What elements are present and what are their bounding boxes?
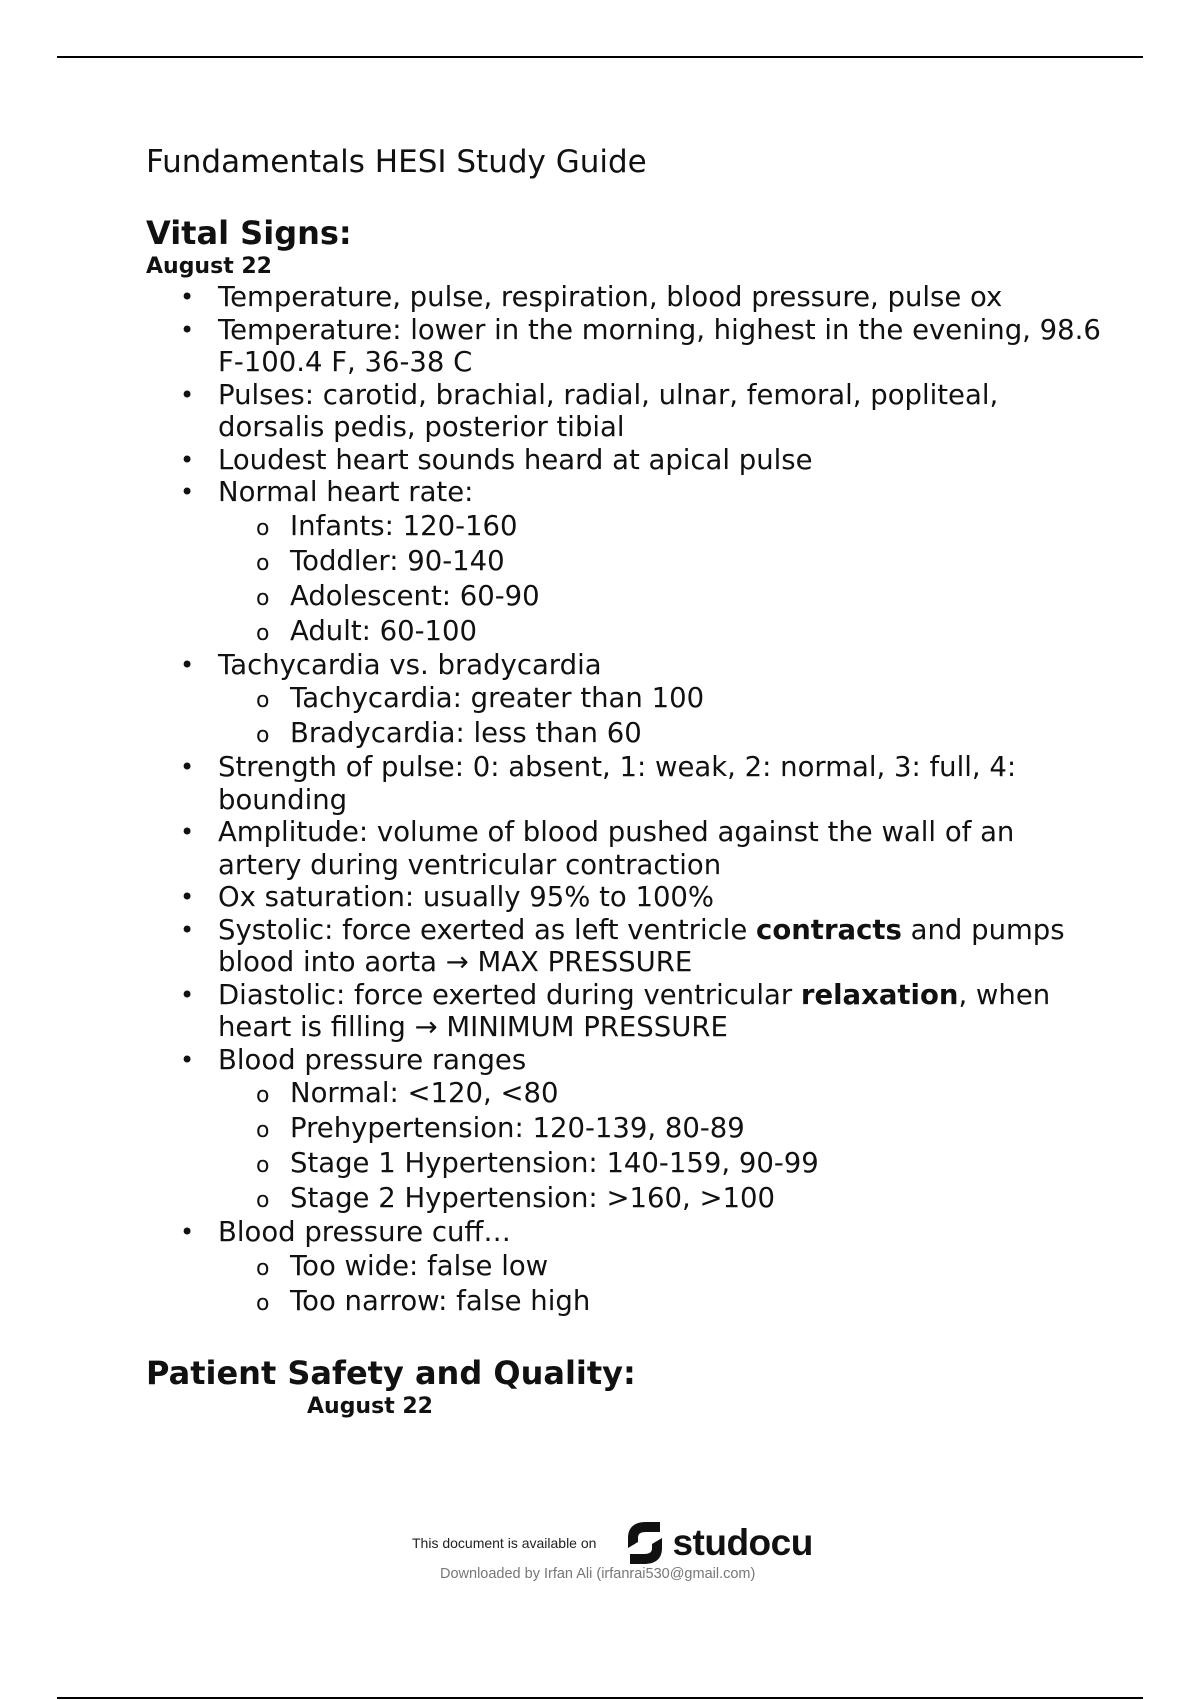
downloaded-by-text: Downloaded by Irfan Ali (irfanrai530@gmail.com)	[440, 1566, 756, 1582]
bottom-rule	[57, 1697, 1143, 1699]
circle-bullet-icon: o	[256, 723, 270, 748]
bullet-icon: •	[180, 650, 195, 679]
top-rule	[57, 56, 1143, 58]
circle-bullet-icon: o	[256, 1118, 270, 1143]
bullet-icon: •	[180, 883, 195, 911]
list-item: • Systolic: force exerted as left ventricle contracts and pumps blood into aorta → MAX PRESSURE	[180, 913, 1065, 978]
sub-list-item: o Too wide: false low	[146, 1249, 1106, 1284]
sub-list-item: o Tachycardia: greater than 100	[146, 681, 1106, 716]
bullet-icon: •	[180, 753, 195, 781]
document-body	[146, 140, 1106, 1421]
circle-bullet-icon: o	[256, 1153, 270, 1178]
bullet-icon: •	[180, 1218, 195, 1246]
sub-list-item: o Infants: 120-160	[146, 509, 1106, 544]
sub-list	[218, 681, 1106, 751]
bullet-icon: •	[180, 380, 195, 409]
studocu-logo[interactable]	[622, 1518, 812, 1568]
list-item: • Ox saturation: usually 95% to 100%	[180, 881, 715, 913]
section-heading-vital-signs: Vital Signs:	[146, 214, 352, 252]
circle-bullet-icon: o	[256, 1188, 270, 1213]
circle-bullet-icon: o	[256, 550, 270, 576]
bullet-icon: •	[180, 915, 195, 944]
circle-bullet-icon: o	[256, 585, 270, 611]
availability-text: This document is available on	[412, 1535, 597, 1551]
document-title: Fundamentals HESI Study Guide	[146, 144, 647, 180]
sub-list	[218, 509, 1106, 649]
sub-list-item: o Adult: 60-100	[146, 614, 1106, 649]
sub-list	[218, 1076, 1106, 1216]
list-item: • Temperature: lower in the morning, highest in the evening, 98.6 F-100.4 F, 36-38 C	[180, 313, 1101, 378]
section-date: August 22	[307, 1393, 433, 1419]
sub-list-item: o Stage 2 Hypertension: >160, >100	[146, 1181, 1106, 1216]
sub-list-item: o Bradycardia: less than 60	[146, 716, 1106, 751]
circle-bullet-icon: o	[256, 515, 270, 541]
sub-list	[218, 1249, 1106, 1319]
list-item: • Temperature, pulse, respiration, blood pressure, pulse ox	[180, 281, 1003, 313]
section-heading-patient-safety: Patient Safety and Quality:	[146, 1353, 636, 1392]
sub-list-item: o Toddler: 90-140	[146, 544, 1106, 579]
list-item: • Normal heart rate: o Infants: 120-160 o Toddler: 90-140 o Adolescent: 60-90 o Adult: 60-100	[146, 476, 1106, 649]
bullet-icon: •	[180, 445, 195, 474]
circle-bullet-icon: o	[256, 1083, 270, 1108]
circle-bullet-icon: o	[256, 1255, 270, 1281]
circle-bullet-icon: o	[256, 688, 270, 713]
studocu-logo-icon	[622, 1518, 668, 1568]
list-item: • Amplitude: volume of blood pushed against the wall of an artery during ventricular contraction	[180, 816, 1015, 881]
bullet-icon: •	[180, 478, 195, 506]
sub-list-item: o Too narrow: false high	[146, 1284, 1106, 1319]
list-item: • Diastolic: force exerted during ventricular relaxation, when heart is filling → MINIMUM PRESSURE	[180, 978, 1051, 1043]
list-item: • Strength of pulse: 0: absent, 1: weak, 2: normal, 3: full, 4: bounding	[180, 751, 1017, 816]
sub-list-item: o Adolescent: 60-90	[146, 579, 1106, 614]
list-item: • Tachycardia vs. bradycardia o Tachycardia: greater than 100 o Bradycardia: less than 60	[146, 649, 1106, 752]
bullet-icon: •	[180, 283, 195, 311]
availability-banner[interactable]	[412, 1518, 813, 1568]
list-item: • Blood pressure cuff… o Too wide: false low o Too narrow: false high	[146, 1216, 1106, 1319]
studocu-brand: studocu	[672, 1522, 813, 1563]
bullet-icon: •	[180, 315, 195, 344]
bullet-icon: •	[180, 1045, 195, 1074]
list-item: • Blood pressure ranges o Normal: <120, <80 o Prehypertension: 120-139, 80-89 o Stage 1 Hypertension: 140-159, 90-99 o Stage 2 Hypertension: >160, >100	[146, 1044, 1106, 1217]
bullet-icon: •	[180, 818, 195, 846]
vital-signs-list	[146, 281, 1106, 1319]
section-date: August 22	[146, 254, 272, 279]
sub-list-item: o Prehypertension: 120-139, 80-89	[146, 1111, 1106, 1146]
circle-bullet-icon: o	[256, 620, 270, 646]
list-item: • Pulses: carotid, brachial, radial, ulnar, femoral, popliteal, dorsalis pedis, posterior tibial	[180, 378, 999, 443]
bullet-icon: •	[180, 980, 195, 1009]
sub-list-item: o Stage 1 Hypertension: 140-159, 90-99	[146, 1146, 1106, 1181]
sub-list-item: o Normal: <120, <80	[146, 1076, 1106, 1111]
list-item: • Loudest heart sounds heard at apical pulse	[180, 443, 813, 476]
circle-bullet-icon: o	[256, 1290, 270, 1316]
